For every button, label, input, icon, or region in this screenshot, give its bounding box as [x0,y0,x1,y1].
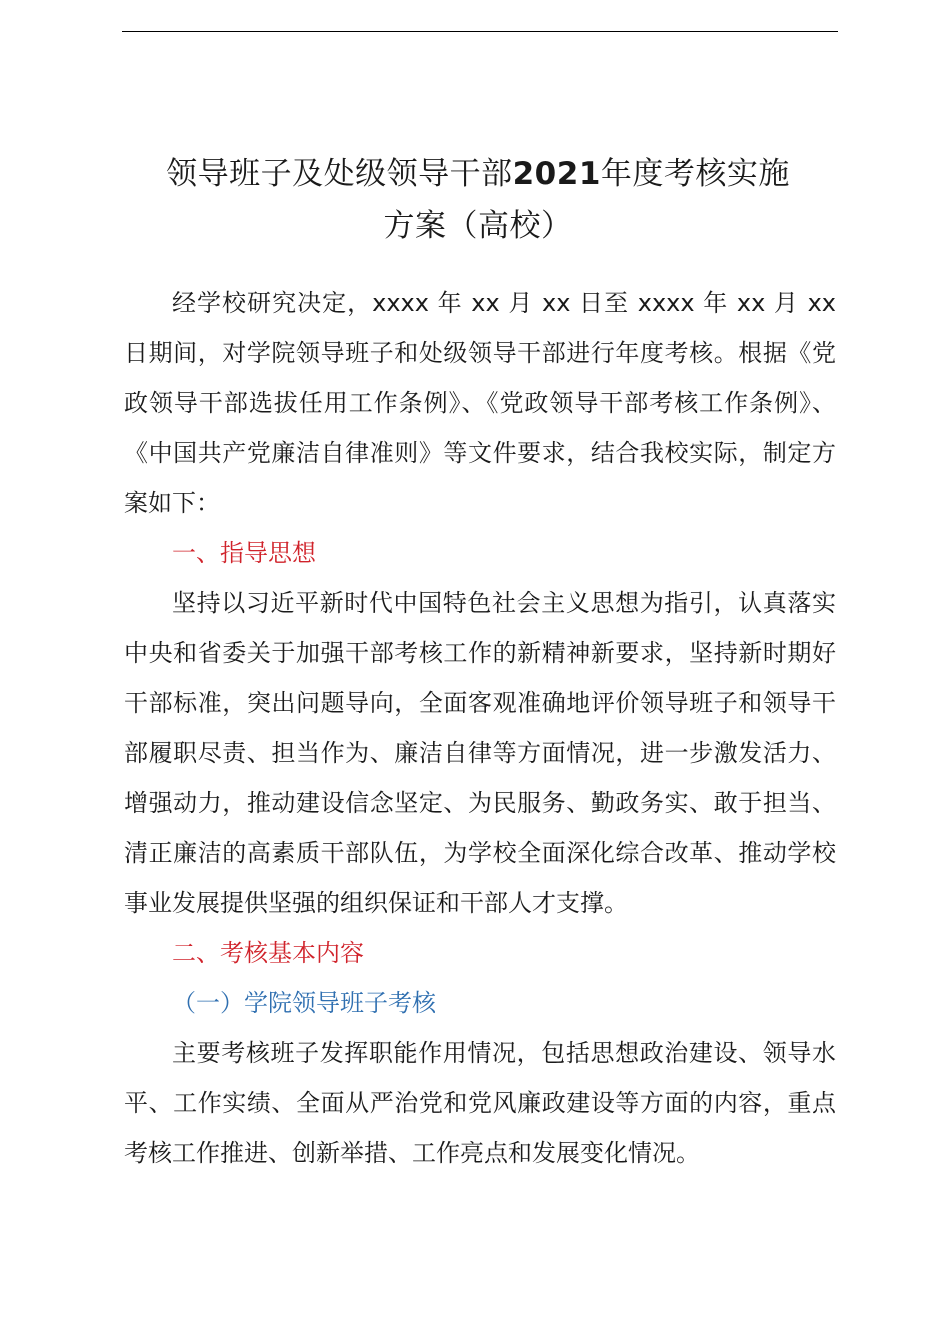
title-prefix: 领导班子及处级领导干部 [166,156,513,192]
subsection-1-heading: （一）学院领导班子考核 [172,989,436,1017]
section-1-heading: 一、指导思想 [172,539,316,567]
header-rule [122,31,838,32]
intro-paragraph: 经学校研究决定，xxxx 年 xx 月 xx 日至 xxxx 年 xx 月 xx 日期间，对学院领导班子和处级领导干部进行年度考核。根据《党政领导干部选拔任用工作条例》、《党政领导干部考核工作条例》、《中国共产党廉洁自律准则》等文件要求，结合我校实际，制定方案如下： [124,289,836,517]
section-2-heading: 二、考核基本内容 [172,939,364,967]
title-suffix: 年度考核实施 [600,156,790,192]
document-title [118,148,838,252]
document-body [124,278,836,1178]
title-year: 2021 [512,156,601,192]
title-line-2: 方案（高校） [383,208,573,244]
section-1-paragraph: 坚持以习近平新时代中国特色社会主义思想为指引，认真落实中央和省委关于加强干部考核工作的新精神新要求，坚持新时期好干部标准，突出问题导向，全面客观准确地评价领导班子和领导干部履职尽责、担当作为、廉洁自律等方面情况，进一步激发活力、增强动力，推动建设信念坚定、为民服务、勤政务实、敢于担当、清正廉洁的高素质干部队伍，为学校全面深化综合改革、推动学校事业发展提供坚强的组织保证和干部人才支撑。 [124,589,836,917]
subsection-1-paragraph: 主要考核班子发挥职能作用情况，包括思想政治建设、领导水平、工作实绩、全面从严治党和党风廉政建设等方面的内容，重点考核工作推进、创新举措、工作亮点和发展变化情况。 [124,1039,836,1167]
